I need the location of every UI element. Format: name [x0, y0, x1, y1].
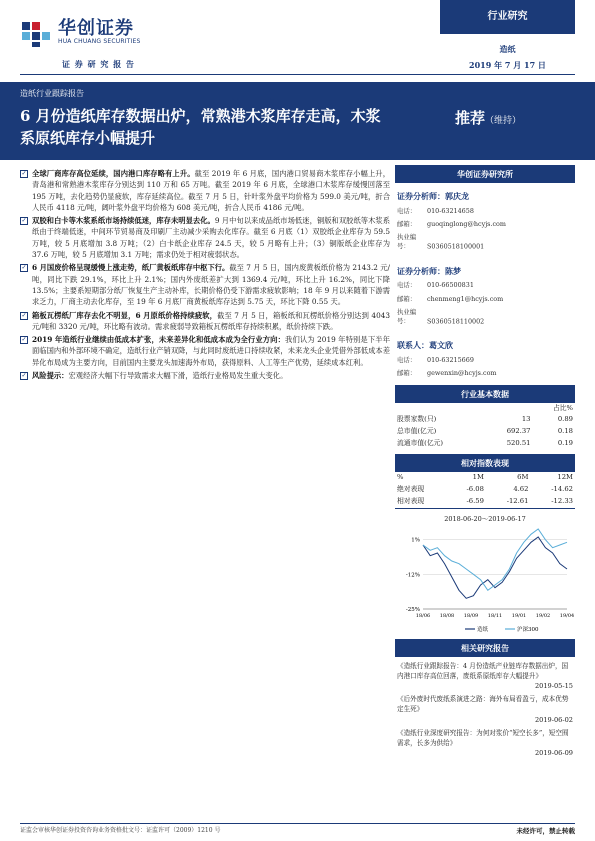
cell-6m: 4.62 — [513, 484, 529, 493]
analyst-email — [397, 295, 573, 304]
email-key: 邮箱： — [397, 369, 417, 378]
summary-paragraph — [20, 215, 390, 260]
analyst-name — [397, 266, 573, 278]
risk-paragraph — [20, 370, 390, 381]
col-header: 6M — [517, 472, 529, 481]
x-tick-label: 18/09 — [463, 612, 479, 619]
phone-key: 电话： — [397, 356, 417, 365]
contact-card — [395, 332, 575, 384]
paragraph-text: 9 月中旬以来成品纸市场低迷，铜版和双胶纸等木浆系纸由于终端低迷，中间环节贸易商及印刷厂主动减少采购去化库存。截至 6 月底（1）双胶纸企业库存为 59.5 万吨，较 5 月底增加 3.8 万吨；（2）白卡纸企业库存 24.5 天，较 5 月略有上升；（3）铜版纸企业库存为 37.6 万吨，较 5 月底增加 3.1 万吨；需求仍处于相对疲弱状态。 — [32, 216, 390, 260]
footer-divider — [20, 823, 575, 824]
basic-data-header: 行业基本数据 — [395, 385, 575, 403]
row-label: 相对表现 — [397, 496, 425, 505]
summary-paragraph — [20, 310, 390, 333]
list-item[interactable] — [397, 694, 573, 725]
list-item[interactable] — [397, 661, 573, 692]
analyst-name — [397, 191, 573, 203]
industry-name: 造纸 — [499, 44, 516, 54]
related-reports-header: 相关研究报告 — [395, 639, 575, 657]
paragraph-lead: 6 月国废价格呈现缓慢上涨走势，纸厂黄板纸库存中枢下行。 — [32, 263, 230, 273]
rating-value: 推荐 — [455, 109, 486, 127]
cert-value: S0360518100001 — [427, 242, 485, 251]
x-tick-label: 18/06 — [415, 612, 431, 619]
paragraph-text: 截至 2019 年 6 月底，国内港口贸易商木浆库存小幅上升，青岛港和常熟港木浆库存分别达到 110 万和 65 万吨。截至 2019 年 6 月底，全球港口木浆库存缓慢回落至 195 万吨，去化趋势仍显疲软，库存延续高位。截至 7 月 5 日，针叶浆外盘平均价格为 599.0 美元/吨，折合人民币 4118 元/吨，阔叶浆外盘平均价格为 608 美元/吨，折合人民币 4186 元/吨。 — [32, 169, 390, 212]
paragraph-text: 我们认为 2019 年特别是下半年面临国内和外部环境不确定，造纸行业产销双降，与此同时废纸进口持续收紧，未来龙头企业凭借外部低成本差异化布局成为主要方向，目前国内主要龙头加速海外布局，获得原料、人工等生产优势，延续成本红利。 — [32, 335, 390, 367]
email-key: 邮箱： — [397, 294, 417, 303]
copyright-notice: 未经许可，禁止转载 — [516, 827, 575, 835]
paragraph-text: 宏观经济大幅下行导致需求大幅下滑，造纸行业格局发生重大变化。 — [68, 371, 288, 381]
relative-performance-chart — [395, 509, 575, 639]
phone-key: 电话： — [397, 281, 417, 290]
analyst-name-value: 陈梦 — [445, 265, 461, 276]
report-title: 6 月份造纸库存数据出炉，常熟港木浆库存走高，木浆系原纸库存小幅提升 — [20, 107, 381, 147]
cert-key: 执业编号： — [397, 307, 417, 326]
row-label: 流通市值(亿元) — [397, 439, 444, 448]
rating — [455, 108, 521, 130]
logo-cube-icon — [20, 14, 54, 48]
checkbox-bullet-icon: ✓ — [21, 217, 27, 225]
row-value: 692.37 — [506, 427, 531, 436]
analyst-phone — [397, 281, 573, 290]
table-header-row — [395, 472, 575, 484]
basic-data-table — [395, 403, 575, 450]
performance-header: 相对指数表现 — [395, 454, 575, 472]
y-tick-label: 1% — [411, 537, 420, 544]
table-row — [395, 496, 575, 508]
row-pct: 0.19 — [557, 439, 573, 448]
contact-role: 联系人： — [397, 340, 429, 351]
analyst-card — [395, 258, 575, 333]
checkbox-bullet-icon: ✓ — [21, 336, 27, 344]
list-item[interactable] — [397, 728, 573, 759]
cell-1m: -6.59 — [466, 496, 484, 505]
col-header: 1M — [472, 472, 484, 481]
cert-value: S0360518110002 — [427, 317, 485, 326]
company-logo — [20, 14, 180, 64]
pct-header: 占比% — [552, 403, 573, 412]
industry-tab: 行业研究 — [440, 0, 575, 34]
paragraph-lead: 2019 年造纸行业继续由低成本扩张，未来差异化和低成本成为全行业方向： — [32, 335, 286, 345]
summary-paragraph — [20, 334, 390, 368]
row-pct: 0.89 — [557, 415, 573, 424]
phone-value: 010-66500831 — [427, 281, 474, 290]
institute-header: 华创证券研究所 — [395, 165, 575, 183]
email-value[interactable]: chenmeng1@hcyjs.com — [427, 294, 504, 303]
col-header: 12M — [557, 472, 573, 481]
analyst-card — [395, 183, 575, 258]
x-tick-label: 19/01 — [511, 612, 527, 619]
brand-name-cn: 华创证券 — [58, 18, 134, 39]
email-key: 邮箱： — [397, 219, 417, 228]
summary-paragraph — [20, 168, 390, 213]
email-value[interactable]: guoqinglong@hcyjs.com — [427, 219, 506, 228]
paragraph-text: 截至 7 月 5 日，箱板纸和瓦楞纸价格分别达到 4043 元/吨和 3320 元/吨，环比略有波动。需求疲弱导致箱板瓦楞纸库存持续积累，纸价持续下跌。 — [32, 310, 390, 331]
series-line — [423, 537, 567, 598]
checkbox-bullet-icon: ✓ — [21, 170, 27, 177]
contact-name — [397, 340, 573, 352]
row-label: 股票家数(只) — [397, 415, 437, 424]
x-tick-label: 19/02 — [535, 612, 551, 619]
report-series: 造纸行业跟踪报告 — [20, 89, 84, 98]
report-date: 2019-06-02 — [534, 715, 573, 724]
summary-body — [20, 168, 390, 383]
cell-1m: -6.08 — [466, 484, 484, 493]
y-tick-label: -12% — [405, 571, 420, 578]
cell-12m: -14.62 — [551, 484, 573, 493]
paragraph-lead: 全球厂商库存高位延续，国内港口库存略有上升。 — [32, 169, 195, 178]
phone-value: 010-63214658 — [427, 206, 474, 215]
line-chart — [395, 509, 575, 639]
title-banner — [0, 82, 595, 160]
row-label: 总市值(亿元) — [397, 427, 437, 436]
checkbox-bullet-icon: ✓ — [21, 264, 27, 272]
report-kind: 证 券 研 究 报 告 — [62, 59, 135, 69]
checkbox-bullet-icon: ✓ — [21, 372, 27, 380]
row-pct: 0.18 — [557, 427, 573, 436]
row-value: 520.51 — [506, 439, 531, 448]
paragraph-lead: 箱板瓦楞纸厂库存去化不明显，6 月原纸价格持续疲软， — [32, 310, 218, 320]
chart-title: 2018-06-20～2019-06-17 — [444, 514, 526, 523]
col-header: % — [397, 472, 404, 481]
contact-email — [397, 369, 573, 378]
x-tick-label: 19/04 — [559, 612, 575, 619]
analyst-name-value: 郭庆龙 — [445, 191, 469, 201]
report-date: 2019-05-15 — [534, 681, 573, 690]
report-date: 2019-06-09 — [534, 749, 573, 758]
row-value: 13 — [521, 415, 531, 424]
table-row — [395, 484, 575, 496]
sidebar — [395, 165, 575, 765]
checkbox-bullet-icon: ✓ — [21, 311, 27, 319]
contact-name-value: 葛文欣 — [429, 340, 453, 351]
analyst-phone — [397, 207, 573, 216]
header-divider — [20, 74, 575, 75]
brand-name-en: HUA CHUANG SECURITIES — [58, 38, 141, 45]
table-row — [395, 426, 575, 438]
y-tick-label: -25% — [405, 606, 420, 613]
table-row — [395, 414, 575, 426]
email-value[interactable]: gewenxin@hcyjs.com — [427, 369, 497, 378]
paragraph-text: 截至 7 月 5 日，国内废黄板纸价格为 2143.2 元/吨，同比下跌 29.1%，环比上升 2.1%；国内外废纸差扩大到 1369.4 元/吨，环比上升 16.2%，同比下降 13.5%；主要系短期部分纸厂恢复生产主动补库，长期价格仍受下游需求疲软影响；18 年 9 月以来随着下游需求乏力，厂商主动去化库存，至 19 年 6 月底厂商黄板纸库存达到 5.75 天，环比下降 0.55 天。 — [32, 263, 390, 307]
analyst-role: 证券分析师： — [397, 191, 445, 201]
analyst-email — [397, 220, 573, 229]
cert-key: 执业编号： — [397, 233, 417, 251]
rating-note: （维持） — [485, 116, 522, 126]
row-label: 绝对表现 — [397, 484, 425, 493]
report-link[interactable]: 《后外废时代废纸系演进之路：海外布局看盈亏，成本优势定生死》 — [397, 695, 569, 714]
summary-paragraph — [20, 262, 390, 307]
report-link[interactable]: 《造纸行业深度研究报告：为何对浆价“短空长多”，短空囿需求，长多为供给》 — [397, 728, 569, 748]
performance-table — [395, 472, 575, 508]
paragraph-lead: 风险提示： — [32, 371, 69, 381]
legend-label: 沪深300 — [517, 626, 539, 633]
report-link[interactable]: 《造纸行业跟踪报告：4 月份造纸产业链库存数据出炉，国内港口库存高位回落，废纸系原纸库存大幅提升》 — [397, 661, 569, 680]
cell-6m: -12.61 — [506, 496, 529, 505]
paragraph-lead: 双胶和白卡等木浆系纸市场持续低迷，库存未明显去化。 — [32, 216, 215, 226]
phone-key: 电话： — [397, 206, 417, 215]
report-date: 2019 年 7 月 17 日 — [469, 60, 546, 70]
legend-label: 造纸 — [477, 626, 489, 633]
analyst-cert — [397, 308, 573, 327]
x-tick-label: 18/08 — [439, 612, 455, 619]
phone-value: 010-63215669 — [427, 356, 474, 365]
x-tick-label: 18/11 — [487, 612, 503, 619]
table-row — [395, 438, 575, 450]
table-header-row — [395, 403, 575, 415]
contact-phone — [397, 356, 573, 365]
cell-12m: -12.33 — [551, 496, 573, 505]
license-text: 证监会审核华创证券投资咨询业务资格批文号：证监许可（2009）1210 号 — [20, 827, 221, 834]
series-line — [423, 529, 567, 590]
analyst-role: 证券分析师： — [397, 265, 445, 276]
analyst-cert — [397, 233, 573, 252]
related-reports-list — [395, 657, 575, 766]
